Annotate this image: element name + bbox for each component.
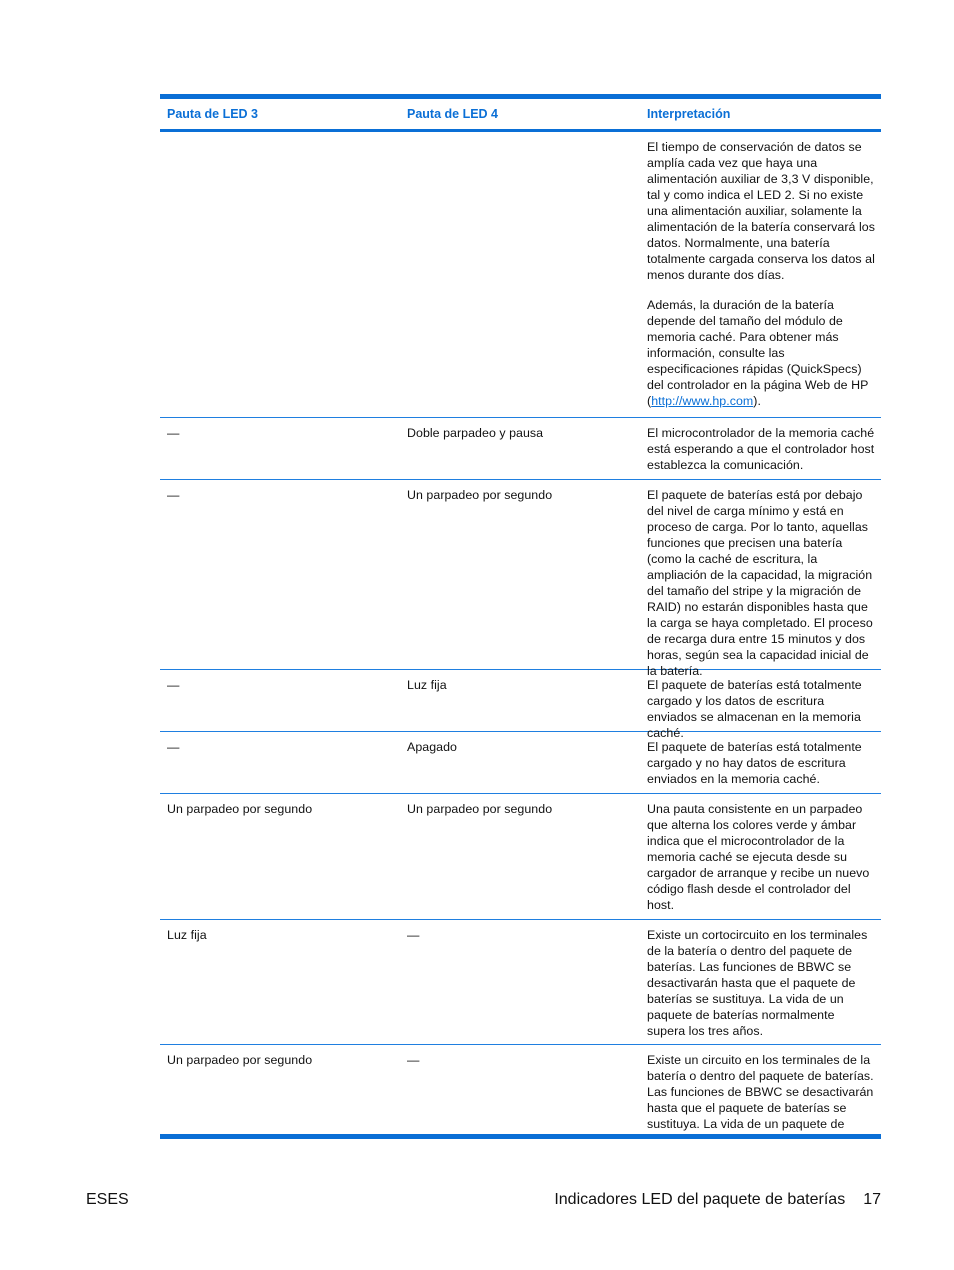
cell-led3: — <box>167 740 180 754</box>
cell-led4: — <box>407 1053 420 1067</box>
table-row <box>160 670 881 740</box>
cell-led3: Un parpadeo por segundo <box>167 1053 313 1067</box>
interpretation-paragraph <box>647 297 876 409</box>
cell-led3 <box>160 132 400 417</box>
led-pattern-table <box>160 94 881 1137</box>
table-row <box>160 418 881 480</box>
cell-led4: Apagado <box>407 740 457 754</box>
page-number: 17 <box>863 1191 881 1208</box>
hp-website-link[interactable]: http://www.hp.com <box>651 394 754 408</box>
header-led3: Pauta de LED 3 <box>167 107 258 121</box>
cell-led3: — <box>167 678 180 692</box>
table-row <box>160 480 881 678</box>
cell-led3: Luz fija <box>167 928 207 942</box>
cell-led4: — <box>407 928 420 942</box>
footer-section-title: Indicadores LED del paquete de baterías <box>554 1191 846 1208</box>
cell-led4: Doble parpadeo y pausa <box>407 426 544 440</box>
cell-interpretation: Una pauta consistente en un parpadeo que alterna los colores verde y ámbar indica que el microcontrolador de la memoria caché se ejecuta desde su cargador de arranque y recibe un nuevo código flash desde el controlador del host. <box>647 802 870 912</box>
interpretation-paragraph: El tiempo de conservación de datos se amplía cada vez que haya una alimentación auxiliar de 3,3 V disponible, tal y como indica el LED 2. Si no existe una alimentación auxiliar, solamente la alimentación de la batería conservará los datos. Normalmente, una batería totalmente cargada conserva los datos al menos durante dos días. <box>647 140 875 282</box>
cell-interpretation: Existe un circuito en los terminales de la batería o dentro del paquete de baterías. Las funciones de BBWC se desactivarán hasta que el paquete de baterías se sustituya. La vida de un paquete de <box>647 1053 874 1131</box>
cell-interpretation: Existe un cortocircuito en los terminales de la batería o dentro del paquete de baterías. Las funciones de BBWC se desactivarán hasta que el paquete de baterías se sustituya. La vida de un paquete de baterías normalmente supera los tres años. <box>647 928 868 1038</box>
cell-led3: Un parpadeo por segundo <box>167 802 313 816</box>
table-row <box>160 794 881 920</box>
cell-interpretation <box>640 132 881 417</box>
table-row <box>160 132 881 418</box>
cell-led3: — <box>167 426 180 440</box>
cell-interpretation: El paquete de baterías está por debajo del nivel de carga mínimo y está en proceso de carga. Por lo tanto, aquellas funciones que precisen una batería (como la caché de escritura, la ampliación de la capacidad, la migración del tamaño del stripe y la migración de RAID) no estarán disponibles hasta que la carga se haya completado. El proceso de recarga dura entre 15 minutos y dos horas, según sea la capacidad inicial de la batería. <box>647 488 873 678</box>
table-header-row <box>160 99 881 132</box>
footer-locale: ESES <box>86 1191 129 1208</box>
footer-page-info <box>554 1191 881 1209</box>
table-row <box>160 1045 881 1137</box>
cell-interpretation: El paquete de baterías está totalmente cargado y no hay datos de escritura enviados en la memoria caché. <box>647 740 862 786</box>
table-bottom-rule <box>160 1134 881 1139</box>
table-row <box>160 920 881 1045</box>
header-interpretation: Interpretación <box>647 107 731 121</box>
interpretation-text: ). <box>753 394 761 408</box>
cell-led4: Luz fija <box>407 678 447 692</box>
header-led4: Pauta de LED 4 <box>407 107 498 121</box>
interpretation-text: Además, la duración de la batería depende del tamaño del módulo de memoria caché. Para obtener más información, consulte las especificaciones rápidas (QuickSpecs) del controlador en la página Web de HP ( <box>647 298 869 408</box>
cell-led3: — <box>167 488 180 502</box>
cell-interpretation: El paquete de baterías está totalmente cargado y los datos de escritura enviados se almacenan en la memoria caché. <box>647 678 862 740</box>
table-row <box>160 732 881 794</box>
cell-led4: Un parpadeo por segundo <box>407 802 553 816</box>
cell-interpretation: El microcontrolador de la memoria caché está esperando a que el controlador host establezca la comunicación. <box>647 426 875 472</box>
cell-led4 <box>400 132 640 417</box>
cell-led4: Un parpadeo por segundo <box>407 488 553 502</box>
